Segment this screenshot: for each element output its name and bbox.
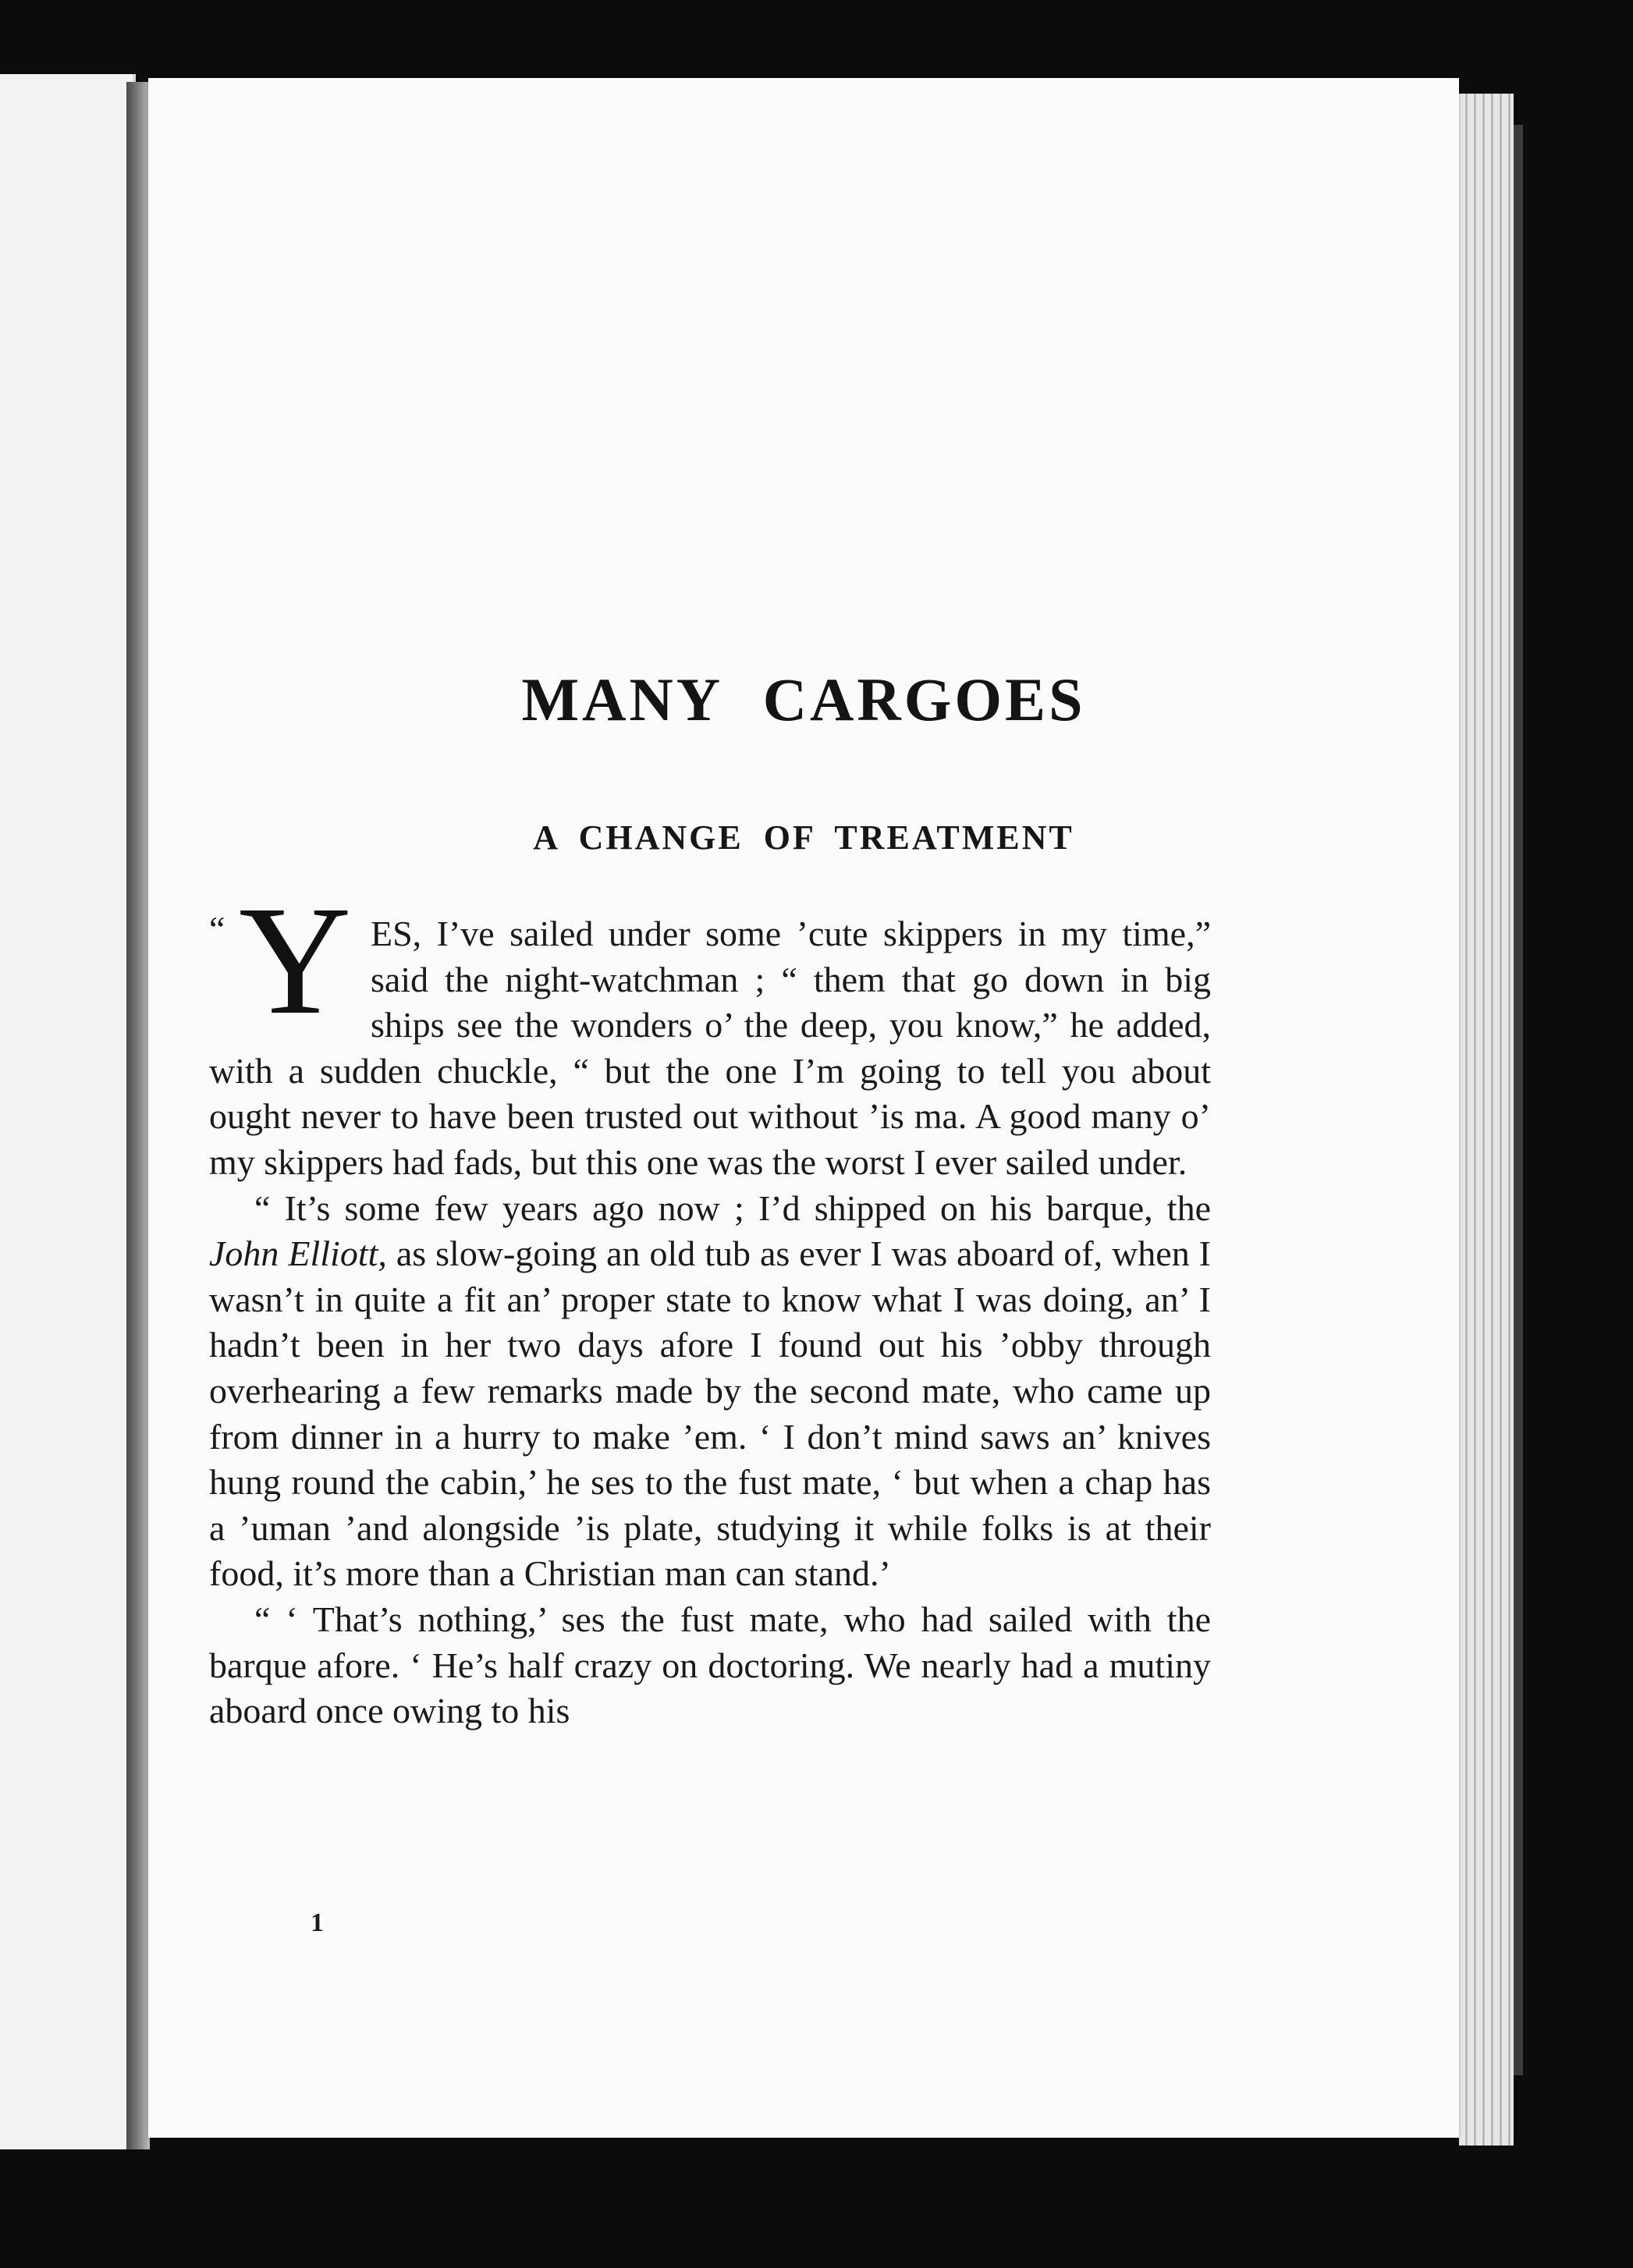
drop-cap-block — [209, 875, 369, 1047]
paragraph-1-text: ES, I’ve sailed under some ’cute skippers in my time,” said the night-watchman ; “ them that go down in big ships see the wonders o’ the deep, you know,” he added, with a sudden chuckle, “ but the one I’m going to tell you about ought never to have been trusted out without ’is ma. A good many o’ my skippers had fads, but this one was the worst I ever sailed under. — [209, 914, 1211, 1182]
paragraph-2-text-end: as slow-going an old tub as ever I was aboard of, when I wasn’t in quite a fit an’ proper state to know what I was doing, an’ I hadn’t been in her two days afore I found out his ’obby through overhearing a few remarks made by the second mate, who came up from dinner in a hurry to make ’em. ‘ I don’t mind saws an’ knives hung round the cabin,’ he ses to the fust mate, ‘ but when a chap has a ’uman ’and alongside ’is plate, studying it while folks is at their food, it’s more than a Christian man can stand.’ — [209, 1233, 1211, 1594]
opening-quote: “ — [209, 909, 225, 949]
paragraph-2 — [209, 1186, 1211, 1597]
paragraph-3 — [209, 1597, 1211, 1734]
paragraph-3-text: “ ‘ That’s nothing,’ ses the fust mate, who had sailed with the barque afore. ‘ He’s half crazy on doctoring. We nearly had a mutiny aboard once owing to his — [209, 1599, 1211, 1731]
page-number: 1 — [311, 1908, 324, 1937]
book-page — [148, 78, 1459, 2138]
paragraph-1 — [209, 875, 1211, 1186]
book-gutter — [126, 82, 150, 2149]
page-edges — [1459, 94, 1514, 2146]
drop-cap: Y — [239, 875, 352, 1047]
paragraph-2-text-start: “ It’s some few years ago now ; I’d shipped on his barque, the — [254, 1187, 1211, 1228]
ship-name: John Elliott, — [209, 1233, 387, 1274]
chapter-title: A CHANGE OF TREATMENT — [533, 818, 1074, 857]
book-title: MANY CARGOES — [521, 665, 1086, 733]
chapter-body — [209, 875, 1211, 1734]
facing-page — [0, 74, 136, 2149]
